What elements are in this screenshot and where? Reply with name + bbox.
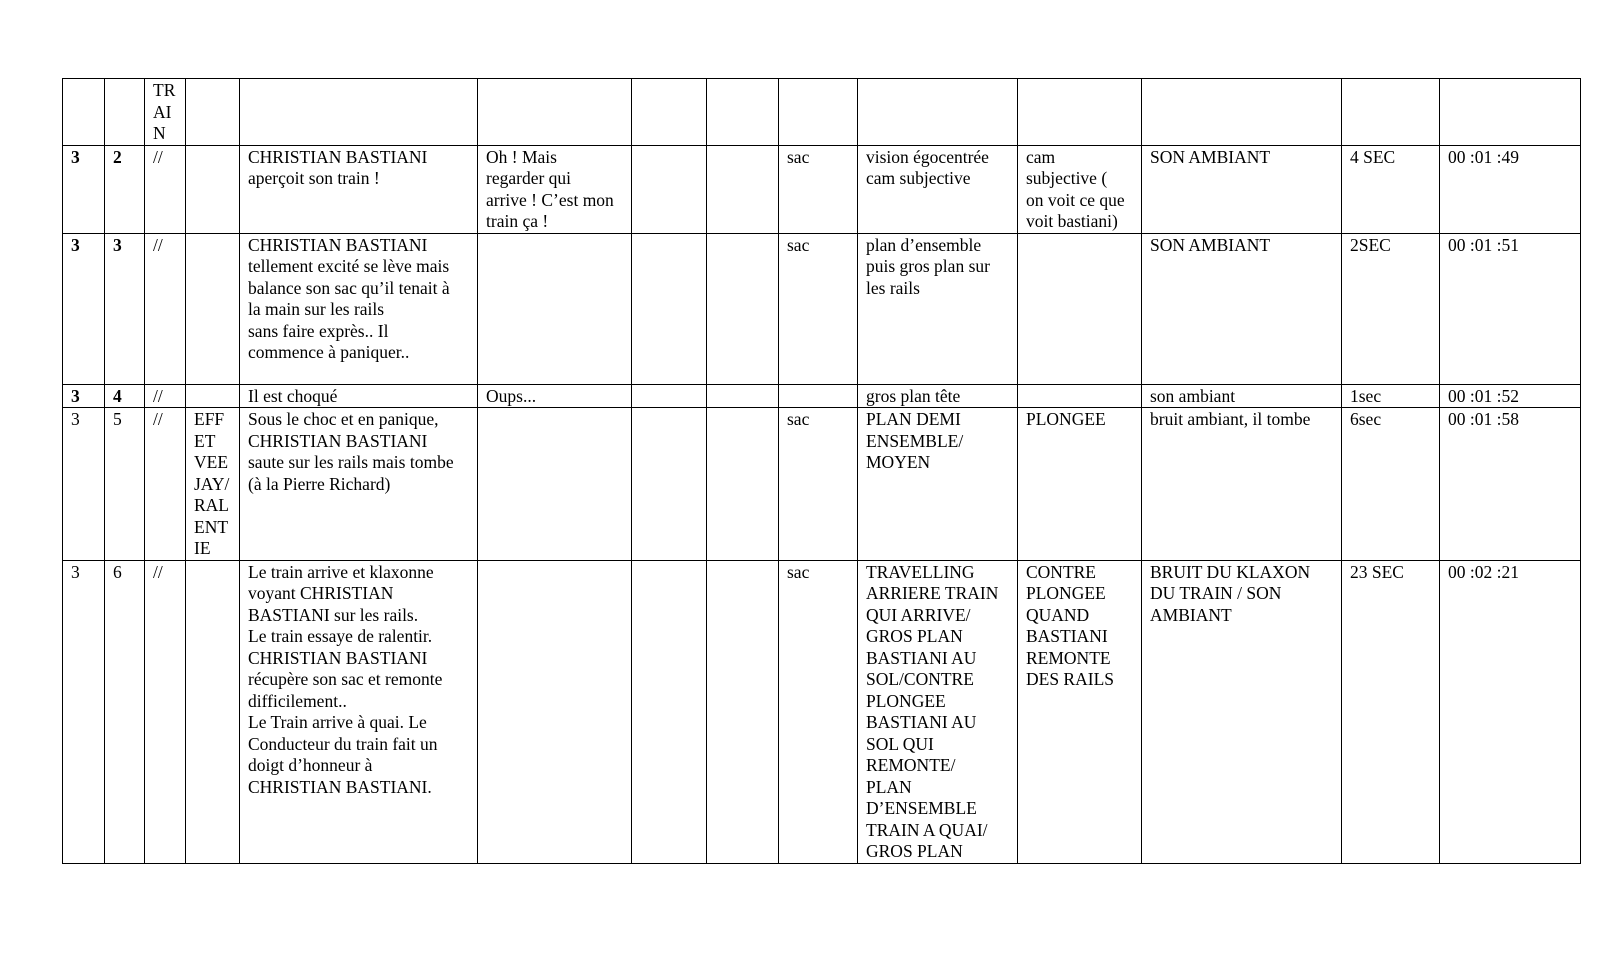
cell-mouvement	[1018, 384, 1142, 408]
cell-action: Il est choqué	[240, 384, 478, 408]
cell-dialogue	[478, 233, 632, 384]
cell-plan	[105, 79, 145, 146]
table-row	[63, 145, 1581, 233]
cell-empty	[632, 384, 707, 408]
storyboard-table	[62, 78, 1581, 864]
cell-son: SON AMBIANT	[1142, 145, 1342, 233]
cell-empty	[632, 560, 707, 863]
table-row	[63, 408, 1581, 561]
cell-action: Sous le choc et en panique, CHRISTIAN BASTIANI saute sur les rails mais tombe (à la Pierre Richard)	[240, 408, 478, 561]
table-row	[63, 233, 1581, 384]
cell-seq: 3	[63, 408, 105, 561]
cell-action: CHRISTIAN BASTIANI tellement excité se lève mais balance son sac qu’il tenait à la main sur les rails sans faire exprès.. Il commence à paniquer..	[240, 233, 478, 384]
cell-duree	[1342, 79, 1440, 146]
cell-empty	[632, 233, 707, 384]
cell-lieu: //	[145, 145, 186, 233]
cell-duree: 6sec	[1342, 408, 1440, 561]
cell-plan: 4	[105, 384, 145, 408]
cell-timecode	[1440, 79, 1581, 146]
cell-empty	[707, 233, 779, 384]
cell-timecode: 00 :01 :51	[1440, 233, 1581, 384]
cell-son: bruit ambiant, il tombe	[1142, 408, 1342, 561]
cell-objet	[779, 79, 858, 146]
cell-seq: 3	[63, 384, 105, 408]
cell-lieu: //	[145, 233, 186, 384]
cell-duree: 4 SEC	[1342, 145, 1440, 233]
cell-mouvement: cam subjective ( on voit ce que voit bastiani)	[1018, 145, 1142, 233]
cell-empty	[707, 560, 779, 863]
cell-seq: 3	[63, 560, 105, 863]
cell-objet: sac	[779, 560, 858, 863]
cell-cadrage: gros plan tête	[858, 384, 1018, 408]
cell-effet	[186, 79, 240, 146]
cell-plan: 2	[105, 145, 145, 233]
cell-lieu: //	[145, 384, 186, 408]
cell-cadrage: vision égocentrée cam subjective	[858, 145, 1018, 233]
cell-lieu: //	[145, 560, 186, 863]
cell-dialogue	[478, 560, 632, 863]
cell-empty	[632, 79, 707, 146]
cell-action: Le train arrive et klaxonne voyant CHRISTIAN BASTIANI sur les rails. Le train essaye de ralentir. CHRISTIAN BASTIANI récupère son sac et remonte difficilement.. Le Train arrive à quai. Le Conducteur du train fait un doigt d’honneur à CHRISTIAN BASTIANI.	[240, 560, 478, 863]
cell-seq	[63, 79, 105, 146]
cell-dialogue	[478, 408, 632, 561]
cell-effet	[186, 233, 240, 384]
cell-cadrage: TRAVELLING ARRIERE TRAIN QUI ARRIVE/ GROS PLAN BASTIANI AU SOL/CONTRE PLONGEE BASTIANI AU SOL QUI REMONTE/ PLAN D’ENSEMBLE TRAIN A QUAI/ GROS PLAN	[858, 560, 1018, 863]
cell-empty	[707, 79, 779, 146]
cell-action	[240, 79, 478, 146]
cell-objet	[779, 384, 858, 408]
cell-effet	[186, 145, 240, 233]
cell-son	[1142, 79, 1342, 146]
cell-effet: EFF ET VEE JAY/ RAL ENT IE	[186, 408, 240, 561]
cell-objet: sac	[779, 233, 858, 384]
cell-empty	[707, 384, 779, 408]
cell-duree: 23 SEC	[1342, 560, 1440, 863]
cell-action: CHRISTIAN BASTIANI aperçoit son train !	[240, 145, 478, 233]
cell-empty	[632, 145, 707, 233]
cell-timecode: 00 :01 :52	[1440, 384, 1581, 408]
cell-mouvement	[1018, 79, 1142, 146]
cell-duree: 2SEC	[1342, 233, 1440, 384]
cell-plan: 6	[105, 560, 145, 863]
cell-dialogue: Oh ! Mais regarder qui arrive ! C’est mon train ça !	[478, 145, 632, 233]
cell-mouvement: CONTRE PLONGEE QUAND BASTIANI REMONTE DES RAILS	[1018, 560, 1142, 863]
cell-cadrage: PLAN DEMI ENSEMBLE/ MOYEN	[858, 408, 1018, 561]
cell-cadrage	[858, 79, 1018, 146]
cell-effet	[186, 384, 240, 408]
cell-son: BRUIT DU KLAXON DU TRAIN / SON AMBIANT	[1142, 560, 1342, 863]
cell-empty	[707, 408, 779, 561]
cell-dialogue	[478, 79, 632, 146]
cell-mouvement: PLONGEE	[1018, 408, 1142, 561]
cell-cadrage: plan d’ensemble puis gros plan sur les rails	[858, 233, 1018, 384]
table-row	[63, 560, 1581, 863]
cell-lieu: TR AI N	[145, 79, 186, 146]
cell-timecode: 00 :01 :49	[1440, 145, 1581, 233]
cell-plan: 3	[105, 233, 145, 384]
cell-effet	[186, 560, 240, 863]
cell-plan: 5	[105, 408, 145, 561]
cell-seq: 3	[63, 233, 105, 384]
cell-objet: sac	[779, 408, 858, 561]
table-row	[63, 384, 1581, 408]
cell-son: son ambiant	[1142, 384, 1342, 408]
cell-objet: sac	[779, 145, 858, 233]
cell-duree: 1sec	[1342, 384, 1440, 408]
cell-timecode: 00 :02 :21	[1440, 560, 1581, 863]
table-row-header	[63, 79, 1581, 146]
cell-empty	[632, 408, 707, 561]
cell-mouvement	[1018, 233, 1142, 384]
cell-timecode: 00 :01 :58	[1440, 408, 1581, 561]
cell-seq: 3	[63, 145, 105, 233]
cell-dialogue: Oups...	[478, 384, 632, 408]
cell-son: SON AMBIANT	[1142, 233, 1342, 384]
cell-lieu: //	[145, 408, 186, 561]
cell-empty	[707, 145, 779, 233]
